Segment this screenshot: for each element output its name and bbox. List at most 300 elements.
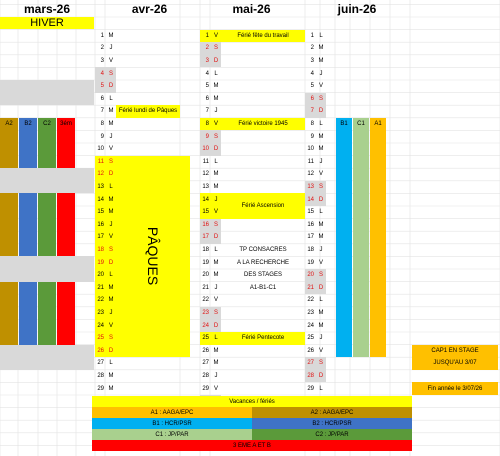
mars-cell bbox=[57, 193, 75, 206]
mars-cell bbox=[19, 307, 37, 320]
april-day-number: 28 bbox=[97, 373, 104, 380]
legend-right: B2 : HCR/PSR bbox=[252, 418, 412, 429]
june-group-cell bbox=[370, 219, 386, 232]
june-day-number: 29 bbox=[307, 385, 314, 392]
may-note: Férié Ascension bbox=[221, 193, 305, 218]
june-group-cell bbox=[336, 156, 352, 169]
april-day-number: 15 bbox=[95, 206, 106, 219]
mars-cell bbox=[57, 294, 75, 307]
may-day-letter: D bbox=[211, 55, 221, 68]
mars-cell bbox=[0, 319, 18, 332]
may-day-letter: M bbox=[213, 360, 219, 367]
april-day-letter: M bbox=[106, 206, 116, 219]
mars-group-header: B2 bbox=[19, 118, 37, 131]
june-group-cell bbox=[353, 231, 369, 244]
june-group-cell bbox=[353, 219, 369, 232]
april-day-number: 20 bbox=[95, 269, 106, 282]
mars-cell bbox=[0, 307, 18, 320]
june-day-number: 6 bbox=[305, 93, 316, 106]
april-day-letter: S bbox=[106, 332, 116, 345]
april-day-letter: L bbox=[109, 360, 113, 367]
june-day-letter: M bbox=[318, 322, 324, 329]
mars-gray bbox=[0, 256, 94, 269]
april-day-number: 22 bbox=[95, 294, 106, 307]
mars-cell bbox=[38, 294, 56, 307]
april-day-letter: M bbox=[108, 32, 114, 39]
june-group-cell bbox=[370, 294, 386, 307]
may-day-letter: M bbox=[213, 259, 219, 266]
may-day-letter: S bbox=[211, 219, 221, 232]
april-day-letter: J bbox=[106, 219, 116, 232]
june-day-letter: M bbox=[318, 146, 324, 153]
may-day-number: 13 bbox=[202, 184, 209, 191]
june-group-cell bbox=[336, 193, 352, 206]
june-day-number: 27 bbox=[305, 357, 316, 370]
april-day-letter: S bbox=[106, 67, 116, 80]
may-day-letter: J bbox=[211, 193, 221, 206]
may-tp-note: A1-B1-C1 bbox=[249, 284, 277, 291]
april-day-letter: M bbox=[108, 385, 114, 392]
june-day-letter: J bbox=[319, 335, 323, 342]
june-group-cell bbox=[336, 130, 352, 143]
legend-title: Vacances / fériés bbox=[92, 396, 412, 407]
may-day-number: 7 bbox=[205, 108, 209, 115]
june-day-letter: M bbox=[318, 58, 324, 65]
june-group-cell bbox=[336, 319, 352, 332]
may-day-number: 15 bbox=[200, 206, 211, 219]
mars-cell bbox=[19, 244, 37, 257]
may-day-letter: L bbox=[214, 70, 218, 77]
may-day-number: 9 bbox=[200, 130, 211, 143]
april-day-letter: M bbox=[108, 373, 114, 380]
june-group-cell bbox=[370, 244, 386, 257]
mars-cell bbox=[38, 193, 56, 206]
may-day-number: 12 bbox=[202, 171, 209, 178]
mars-cell bbox=[19, 130, 37, 143]
april-day-letter: V bbox=[106, 319, 116, 332]
june-day-letter: J bbox=[319, 158, 323, 165]
april-day-letter: V bbox=[106, 231, 116, 244]
may-day-number: 16 bbox=[200, 219, 211, 232]
june-group-cell bbox=[353, 269, 369, 282]
june-day-number: 21 bbox=[305, 282, 316, 295]
month-header: avr-26 bbox=[131, 1, 168, 16]
may-day-letter: D bbox=[211, 319, 221, 332]
june-day-number: 13 bbox=[305, 181, 316, 194]
june-day-number: 1 bbox=[310, 32, 314, 39]
april-day-letter: V bbox=[108, 58, 113, 65]
june-day-number: 3 bbox=[310, 58, 314, 65]
june-day-number: 23 bbox=[307, 310, 314, 317]
june-day-number: 14 bbox=[305, 193, 316, 206]
june-group-cell bbox=[353, 206, 369, 219]
mars-cell bbox=[19, 193, 37, 206]
june-group-cell bbox=[370, 332, 386, 345]
april-day-number: 10 bbox=[97, 146, 104, 153]
mars-cell bbox=[57, 206, 75, 219]
mars-gray bbox=[0, 80, 94, 93]
may-day-letter: D bbox=[211, 231, 221, 244]
june-group-cell bbox=[353, 156, 369, 169]
mars-cell bbox=[38, 206, 56, 219]
may-tp-note: DES STAGES bbox=[244, 272, 282, 279]
april-day-letter: D bbox=[106, 80, 116, 93]
mars-cell bbox=[38, 130, 56, 143]
may-day-number: 28 bbox=[202, 373, 209, 380]
april-day-number: 3 bbox=[100, 58, 104, 65]
june-group-cell bbox=[353, 244, 369, 257]
april-vacation-label: PÂQUES bbox=[144, 227, 161, 286]
legend-right: A2 : AAGA/EPC bbox=[252, 407, 412, 418]
mars-group-header: 3ém bbox=[57, 118, 75, 131]
may-day-letter: J bbox=[214, 373, 218, 380]
may-day-number: 6 bbox=[205, 95, 209, 102]
june-day-number: 22 bbox=[307, 297, 314, 304]
may-day-letter: V bbox=[211, 30, 221, 43]
june-group-cell bbox=[336, 219, 352, 232]
mars-cell bbox=[0, 282, 18, 295]
mars-cell bbox=[19, 294, 37, 307]
june-group-cell bbox=[336, 345, 352, 358]
legend-left: B1 : HCR/PSR bbox=[92, 418, 252, 429]
mars-cell bbox=[0, 244, 18, 257]
april-day-number: 4 bbox=[95, 67, 106, 80]
june-group-cell bbox=[370, 345, 386, 358]
may-tp-note: TP CONSACRES bbox=[239, 247, 287, 254]
april-day-number: 18 bbox=[95, 244, 106, 257]
june-group-cell bbox=[336, 294, 352, 307]
may-day-letter: V bbox=[211, 206, 221, 219]
june-day-number: 19 bbox=[307, 259, 314, 266]
june-group-cell bbox=[370, 231, 386, 244]
mars-gray bbox=[0, 357, 94, 370]
june-group-cell bbox=[370, 307, 386, 320]
june-group-cell bbox=[353, 193, 369, 206]
june-group-cell bbox=[336, 282, 352, 295]
mars-cell bbox=[38, 319, 56, 332]
april-day-number: 29 bbox=[97, 385, 104, 392]
april-day-number: 17 bbox=[95, 231, 106, 244]
april-day-letter: L bbox=[106, 181, 116, 194]
mars-cell bbox=[19, 231, 37, 244]
month-header: juin-26 bbox=[337, 1, 377, 16]
june-group-header: B1 bbox=[336, 118, 352, 131]
april-day-number: 9 bbox=[100, 133, 104, 140]
april-day-letter: S bbox=[106, 156, 116, 169]
mars-cell bbox=[57, 219, 75, 232]
april-vacation-block bbox=[116, 156, 190, 358]
april-day-number: 7 bbox=[100, 108, 104, 115]
june-day-number: 17 bbox=[307, 234, 314, 241]
june-day-number: 24 bbox=[307, 322, 314, 329]
may-day-number: 24 bbox=[200, 319, 211, 332]
mars-cell bbox=[19, 319, 37, 332]
april-day-number: 13 bbox=[95, 181, 106, 194]
april-day-letter: L bbox=[106, 269, 116, 282]
april-day-number: 26 bbox=[95, 345, 106, 358]
may-day-letter: L bbox=[214, 247, 218, 254]
june-group-cell bbox=[353, 345, 369, 358]
april-day-number: 2 bbox=[100, 45, 104, 52]
june-day-letter: M bbox=[318, 234, 324, 241]
mars-cell bbox=[57, 332, 75, 345]
june-group-cell bbox=[353, 332, 369, 345]
june-day-number: 12 bbox=[307, 171, 314, 178]
june-group-cell bbox=[353, 256, 369, 269]
april-day-letter: M bbox=[106, 294, 116, 307]
mars-cell bbox=[0, 206, 18, 219]
june-day-number: 2 bbox=[310, 45, 314, 52]
month-header: mars-26 bbox=[23, 1, 71, 16]
mars-cell bbox=[19, 206, 37, 219]
june-day-letter: V bbox=[318, 83, 323, 90]
season-label: HIVER bbox=[0, 17, 94, 29]
may-day-number: 27 bbox=[202, 360, 209, 367]
june-group-cell bbox=[370, 156, 386, 169]
mars-gray bbox=[0, 345, 94, 358]
june-day-letter: D bbox=[316, 105, 326, 118]
may-day-number: 17 bbox=[200, 231, 211, 244]
mars-cell bbox=[19, 156, 37, 169]
mars-cell bbox=[0, 130, 18, 143]
may-day-letter: M bbox=[213, 347, 219, 354]
june-day-letter: M bbox=[318, 133, 324, 140]
may-day-letter: D bbox=[211, 143, 221, 156]
month-header: mai-26 bbox=[232, 1, 271, 16]
may-day-letter: V bbox=[211, 118, 221, 131]
june-group-cell bbox=[353, 181, 369, 194]
legend-right: C2 : JP/PAR bbox=[252, 429, 412, 440]
may-day-number: 10 bbox=[200, 143, 211, 156]
may-day-letter: J bbox=[214, 284, 218, 291]
june-day-number: 9 bbox=[310, 133, 314, 140]
mars-cell bbox=[57, 282, 75, 295]
mars-gray bbox=[0, 168, 94, 181]
mars-gray bbox=[0, 93, 94, 106]
june-day-letter: V bbox=[318, 171, 323, 178]
may-day-number: 5 bbox=[205, 83, 209, 90]
may-day-number: 26 bbox=[202, 347, 209, 354]
may-day-letter: M bbox=[213, 272, 219, 279]
june-group-cell bbox=[353, 282, 369, 295]
june-note: JUSQU'AU 3/07 bbox=[412, 357, 498, 370]
mars-cell bbox=[38, 307, 56, 320]
may-day-letter: V bbox=[213, 385, 218, 392]
june-group-cell bbox=[370, 269, 386, 282]
june-group-cell bbox=[353, 143, 369, 156]
may-day-letter: V bbox=[213, 297, 218, 304]
june-group-cell bbox=[336, 181, 352, 194]
april-day-number: 27 bbox=[97, 360, 104, 367]
april-day-letter: J bbox=[109, 45, 113, 52]
june-day-number: 4 bbox=[310, 70, 314, 77]
mars-cell bbox=[57, 130, 75, 143]
june-group-cell bbox=[370, 206, 386, 219]
mars-cell bbox=[38, 244, 56, 257]
april-day-number: 11 bbox=[95, 156, 106, 169]
may-day-number: 2 bbox=[200, 42, 211, 55]
may-day-number: 14 bbox=[200, 193, 211, 206]
april-day-number: 8 bbox=[100, 121, 104, 128]
june-day-letter: V bbox=[318, 347, 323, 354]
april-day-letter: M bbox=[106, 282, 116, 295]
mars-cell bbox=[38, 332, 56, 345]
june-group-cell bbox=[370, 168, 386, 181]
june-day-letter: J bbox=[319, 70, 323, 77]
april-day-number: 12 bbox=[95, 168, 106, 181]
april-day-letter: M bbox=[106, 193, 116, 206]
june-day-letter: S bbox=[316, 93, 326, 106]
april-day-number: 6 bbox=[100, 95, 104, 102]
april-day-letter: M bbox=[108, 108, 114, 115]
may-day-number: 19 bbox=[202, 259, 209, 266]
june-day-letter: S bbox=[316, 357, 326, 370]
june-day-letter: L bbox=[319, 385, 323, 392]
may-day-number: 21 bbox=[202, 284, 209, 291]
june-group-cell bbox=[336, 269, 352, 282]
may-day-letter: S bbox=[211, 130, 221, 143]
mars-cell bbox=[38, 143, 56, 156]
june-day-letter: D bbox=[316, 370, 326, 383]
june-group-cell bbox=[353, 130, 369, 143]
may-day-number: 3 bbox=[200, 55, 211, 68]
june-day-number: 8 bbox=[310, 121, 314, 128]
may-day-number: 11 bbox=[202, 158, 209, 165]
june-day-letter: L bbox=[319, 32, 323, 39]
april-day-letter: L bbox=[109, 95, 113, 102]
legend-left: C1 : JP/PAR bbox=[92, 429, 252, 440]
may-day-number: 23 bbox=[200, 307, 211, 320]
june-group-cell bbox=[353, 307, 369, 320]
june-day-number: 26 bbox=[307, 347, 314, 354]
mars-cell bbox=[0, 143, 18, 156]
may-day-letter: M bbox=[213, 171, 219, 178]
april-day-number: 16 bbox=[95, 219, 106, 232]
june-day-number: 25 bbox=[307, 335, 314, 342]
june-group-cell bbox=[336, 231, 352, 244]
mars-cell bbox=[0, 156, 18, 169]
june-day-letter: L bbox=[319, 121, 323, 128]
mars-cell bbox=[38, 219, 56, 232]
mars-group-header: C2 bbox=[38, 118, 56, 131]
mars-cell bbox=[0, 332, 18, 345]
april-day-letter: D bbox=[106, 256, 116, 269]
may-day-letter: M bbox=[213, 184, 219, 191]
mars-cell bbox=[57, 319, 75, 332]
mars-group-header: A2 bbox=[0, 118, 18, 131]
june-day-number: 10 bbox=[307, 146, 314, 153]
legend-left: A1 : AAGA/EPC bbox=[92, 407, 252, 418]
june-group-cell bbox=[336, 256, 352, 269]
june-group-cell bbox=[370, 319, 386, 332]
june-day-letter: S bbox=[316, 269, 326, 282]
may-day-number: 8 bbox=[200, 118, 211, 131]
may-day-letter: J bbox=[214, 108, 218, 115]
june-note: CAP1 EN STAGE bbox=[412, 345, 498, 358]
april-day-letter: D bbox=[106, 345, 116, 358]
mars-cell bbox=[0, 193, 18, 206]
may-day-letter: S bbox=[211, 42, 221, 55]
may-day-letter: L bbox=[214, 158, 218, 165]
may-day-number: 4 bbox=[205, 70, 209, 77]
may-note: Férié fête du travail bbox=[221, 30, 305, 43]
june-day-number: 20 bbox=[305, 269, 316, 282]
june-group-cell bbox=[353, 319, 369, 332]
june-group-cell bbox=[370, 130, 386, 143]
mars-cell bbox=[57, 231, 75, 244]
mars-gray bbox=[0, 181, 94, 194]
june-group-cell bbox=[336, 168, 352, 181]
legend-bottom: 3 EME A ET B bbox=[92, 440, 412, 451]
june-day-number: 5 bbox=[310, 83, 314, 90]
mars-cell bbox=[57, 143, 75, 156]
mars-cell bbox=[57, 244, 75, 257]
mars-cell bbox=[0, 219, 18, 232]
may-day-number: 1 bbox=[200, 30, 211, 43]
may-day-number: 18 bbox=[202, 247, 209, 254]
mars-gray bbox=[0, 269, 94, 282]
april-day-number: 14 bbox=[95, 193, 106, 206]
june-group-cell bbox=[370, 256, 386, 269]
may-day-letter: L bbox=[211, 332, 221, 345]
june-group-header: C1 bbox=[353, 118, 369, 131]
june-group-cell bbox=[370, 193, 386, 206]
june-group-cell bbox=[370, 143, 386, 156]
june-day-number: 18 bbox=[307, 247, 314, 254]
april-day-letter: D bbox=[106, 168, 116, 181]
june-group-cell bbox=[336, 206, 352, 219]
may-note: Férié Pentecote bbox=[221, 332, 305, 345]
june-group-cell bbox=[336, 307, 352, 320]
june-group-cell bbox=[353, 168, 369, 181]
june-group-cell bbox=[353, 294, 369, 307]
mars-cell bbox=[57, 156, 75, 169]
april-day-letter: J bbox=[106, 307, 116, 320]
may-day-letter: S bbox=[211, 307, 221, 320]
mars-cell bbox=[0, 294, 18, 307]
june-day-letter: J bbox=[319, 247, 323, 254]
june-day-number: 28 bbox=[305, 370, 316, 383]
april-day-number: 24 bbox=[95, 319, 106, 332]
june-day-letter: M bbox=[318, 310, 324, 317]
june-day-letter: L bbox=[319, 297, 323, 304]
april-day-number: 19 bbox=[95, 256, 106, 269]
june-day-letter: D bbox=[316, 282, 326, 295]
june-day-letter: S bbox=[316, 181, 326, 194]
april-day-number: 21 bbox=[95, 282, 106, 295]
june-group-cell bbox=[370, 181, 386, 194]
may-day-number: 22 bbox=[202, 297, 209, 304]
mars-cell bbox=[0, 231, 18, 244]
may-day-number: 20 bbox=[202, 272, 209, 279]
june-day-letter: L bbox=[319, 209, 323, 216]
mars-cell bbox=[38, 156, 56, 169]
april-day-letter: M bbox=[108, 121, 114, 128]
june-day-letter: M bbox=[318, 45, 324, 52]
april-day-letter: J bbox=[109, 133, 113, 140]
june-group-cell bbox=[370, 282, 386, 295]
june-group-cell bbox=[336, 332, 352, 345]
mars-cell bbox=[19, 282, 37, 295]
june-day-letter: V bbox=[318, 259, 323, 266]
june-day-number: 11 bbox=[307, 158, 314, 165]
june-note: Fin année le 3/07/26 bbox=[412, 382, 498, 395]
may-note: Férié victoire 1945 bbox=[221, 118, 305, 131]
june-group-cell bbox=[336, 244, 352, 257]
mars-cell bbox=[38, 282, 56, 295]
june-day-number: 16 bbox=[307, 221, 314, 228]
june-day-letter: D bbox=[316, 193, 326, 206]
